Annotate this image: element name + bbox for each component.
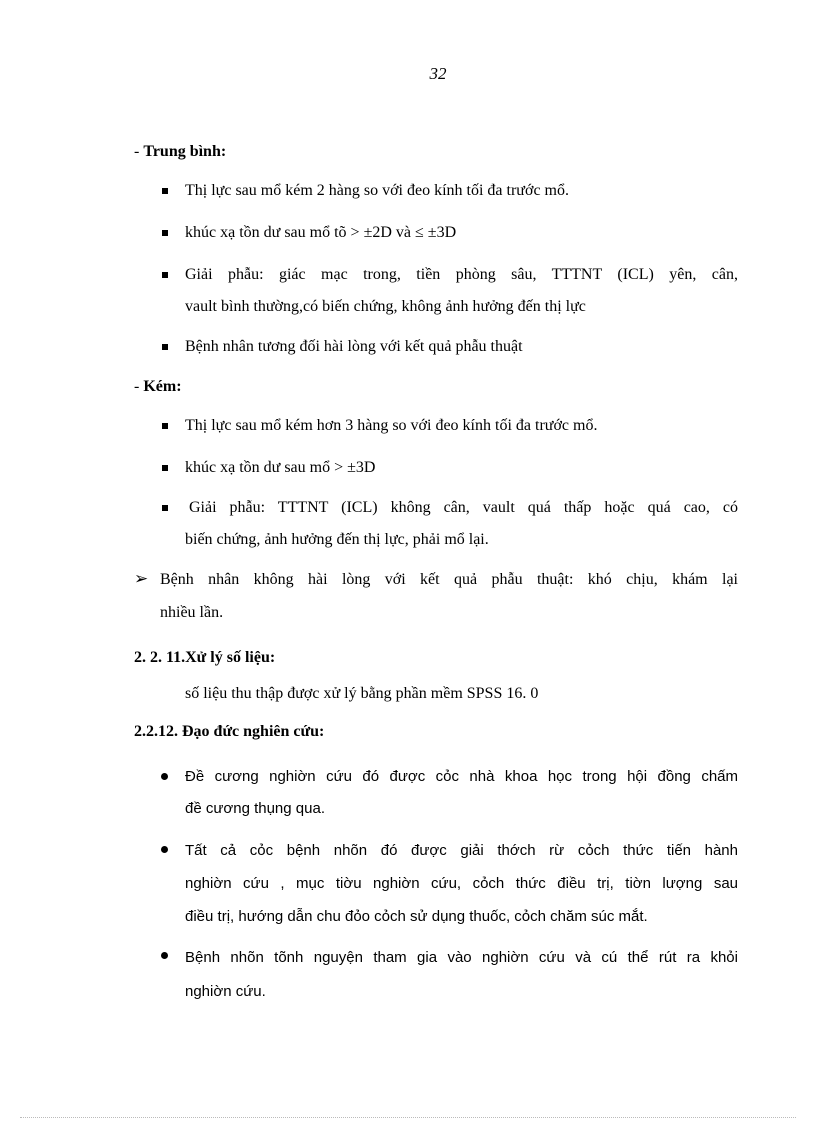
list-item: Thị lực sau mổ kém hơn 3 hàng so với đeo kính tối đa trước mổ. <box>185 417 598 434</box>
section-heading-trung-binh <box>134 142 226 162</box>
arrow-bullet-icon: ➢ <box>134 569 149 588</box>
list-item-continuation: nghiờn cứu , mục tiờu nghiờn cứu, cỏch thức điều trị, tiờn lượng sau <box>185 875 738 892</box>
list-item: Bệnh nhõn tõnh nguyện tham gia vào nghiờn cứu và cú thể rút ra khỏi <box>185 949 738 966</box>
round-bullet-icon <box>161 952 168 959</box>
round-bullet-icon <box>161 773 168 780</box>
paragraph: số liệu thu thập được xử lý bằng phần mềm SPSS 16. 0 <box>185 685 539 702</box>
page-number: 32 <box>429 64 447 83</box>
square-bullet-icon <box>162 505 168 511</box>
heading-text: Trung bình: <box>143 143 227 160</box>
list-item: khúc xạ tồn dư sau mổ > ±3D <box>185 459 376 476</box>
list-item: Giải phẫu: giác mạc trong, tiền phòng sâu, TTTNT (ICL) yên, cân, <box>185 266 738 283</box>
list-item-continuation: nghiờn cứu. <box>185 983 266 1000</box>
list-item-continuation: biến chứng, ảnh hưởng đến thị lực, phải mổ lại. <box>185 531 489 548</box>
square-bullet-icon <box>162 230 168 236</box>
square-bullet-icon <box>162 465 168 471</box>
square-bullet-icon <box>162 423 168 429</box>
list-item: Bệnh nhân tương đối hài lòng với kết quả phẫu thuật <box>185 338 523 355</box>
list-item: Tất cả cỏc bệnh nhõn đó được giải thớch rừ cỏch thức tiến hành <box>185 842 738 859</box>
list-item-continuation: điều trị, hướng dẫn chu đỏo cỏch sử dụng thuốc, cỏch chăm súc mắt. <box>185 908 648 925</box>
list-item-continuation: đề cương thụng qua. <box>185 800 325 817</box>
square-bullet-icon <box>162 344 168 350</box>
heading-dash: - <box>134 378 144 395</box>
section-heading-xu-ly-so-lieu: 2. 2. 11.Xử lý số liệu: <box>134 649 276 666</box>
round-bullet-icon <box>161 846 168 853</box>
list-item: Đề cương nghiờn cứu đó được cỏc nhà khoa học trong hội đồng chấm <box>185 768 738 785</box>
list-item: khúc xạ tồn dư sau mổ tõ > ±2D và ≤ ±3D <box>185 224 457 241</box>
square-bullet-icon <box>162 272 168 278</box>
list-item-continuation: vault bình thường,có biến chứng, không ảnh hưởng đến thị lực <box>185 298 586 315</box>
section-heading-kem <box>134 377 182 397</box>
footer-divider <box>20 1117 796 1118</box>
list-item: Thị lực sau mổ kém 2 hàng so với đeo kính tối đa trước mổ. <box>185 182 569 199</box>
heading-text: Kém: <box>143 378 182 395</box>
list-item: Giải phẫu: TTTNT (ICL) không cân, vault quá thấp hoặc quá cao, có <box>189 499 738 516</box>
arrow-list-item-continuation: nhiều lần. <box>160 604 224 621</box>
section-heading-dao-duc: 2.2.12. Đạo đức nghiên cứu: <box>134 723 325 740</box>
arrow-list-item: Bệnh nhân không hài lòng với kết quả phẫu thuật: khó chịu, khám lại <box>160 571 738 588</box>
heading-dash: - <box>134 143 144 160</box>
square-bullet-icon <box>162 188 168 194</box>
